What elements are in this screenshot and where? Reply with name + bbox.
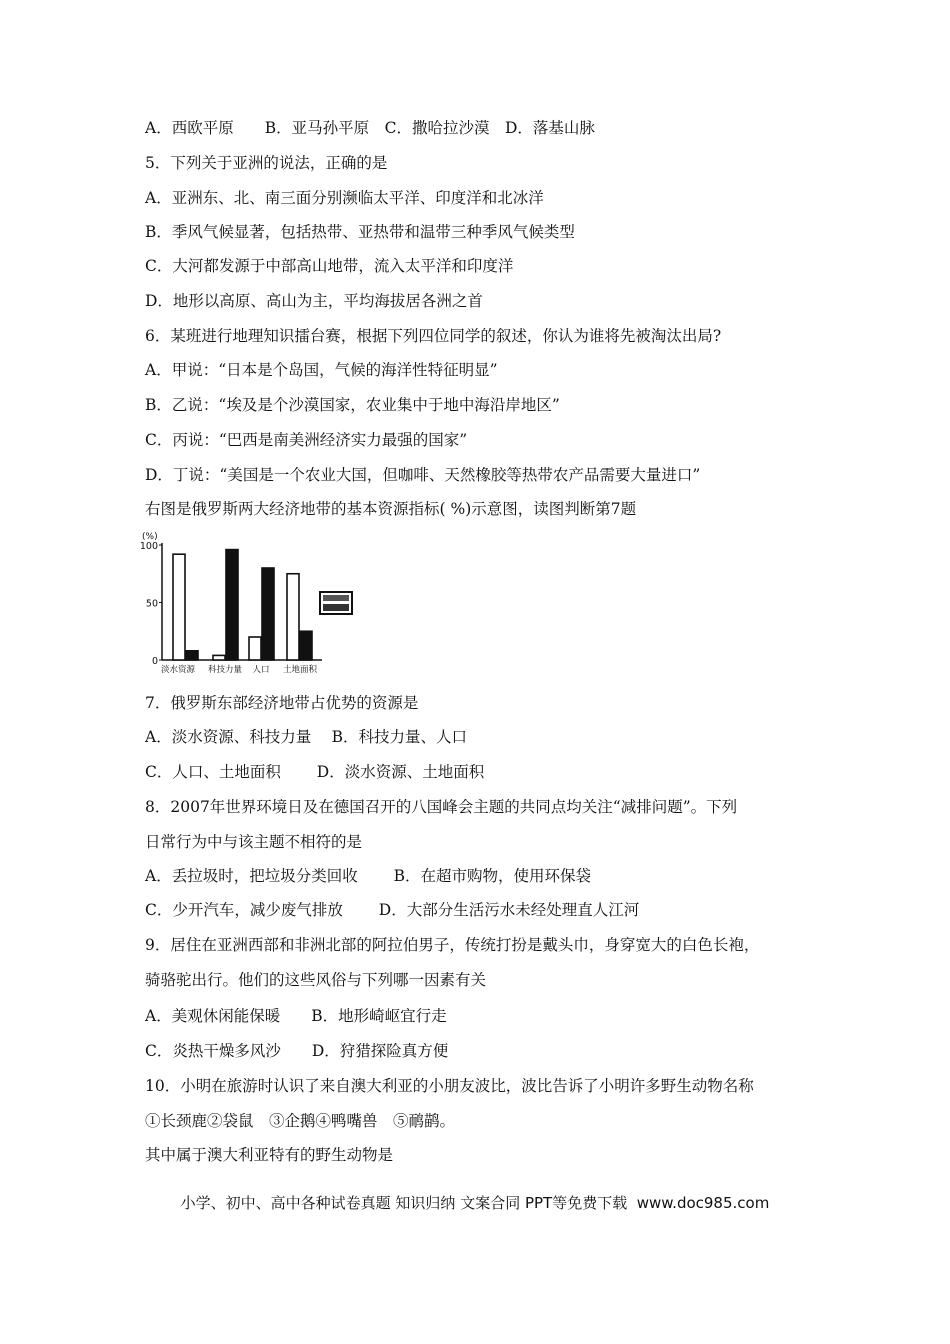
legend-swatch: [323, 595, 349, 601]
bar: [287, 574, 299, 660]
y-tick-label: 100: [140, 541, 158, 552]
text-line: A．甲说：“日本是个岛国，气候的海洋性特征明显”: [145, 361, 498, 379]
text-line: B．季风气候显著，包括热带、亚热带和温带三种季风气候类型: [145, 223, 575, 241]
text-line: A．淡水资源、科技力量 B．科技力量、人口: [145, 728, 468, 746]
text-line: A．亚洲东、北、南三面分别濒临太平洋、印度洋和北冰洋: [145, 189, 544, 207]
bar: [249, 637, 261, 660]
bar-chart-svg: [140, 530, 380, 680]
bar: [173, 554, 185, 660]
x-tick-label: 淡水资源: [160, 665, 196, 675]
text-line: 9．居住在亚洲西部和非洲北部的阿拉伯男子，传统打扮是戴头巾，身穿宽大的白色长袍，: [145, 936, 760, 954]
text-line: 其中属于澳大利亚特有的野生动物是: [145, 1146, 394, 1164]
text-line: 5．下列关于亚洲的说法，正确的是: [145, 154, 388, 172]
y-tick-label: 0: [151, 656, 158, 667]
text-line: D．地形以高原、高山为主，平均海拔居各洲之首: [145, 292, 483, 310]
text-line: 7．俄罗斯东部经济地带占优势的资源是: [145, 694, 419, 712]
x-tick-label: 科技力量: [207, 665, 243, 675]
text-line: C．炎热干燥多风沙 D．狩猎探险真方便: [145, 1042, 449, 1060]
footer-text: 小学、初中、高中各种试卷真题 知识归纳 文案合同 PPT等免费下载 www.doc985.com: [180, 1194, 770, 1212]
legend-swatch: [323, 604, 349, 611]
x-tick-label: 土地面积: [282, 665, 318, 675]
text-line: D．丁说：“美国是一个农业大国，但咖啡、天然橡胶等热带农产品需要大量进口”: [145, 466, 701, 484]
text-line: B．乙说：“埃及是个沙漠国家，农业集中于地中海沿岸地区”: [145, 396, 560, 414]
text-line: C．大河都发源于中部高山地带，流入太平洋和印度洋: [145, 257, 514, 275]
text-line: 8．2007年世界环境日及在德国召开的八国峰会主题的共同点均关注“减排问题”。下列: [145, 798, 738, 816]
text-line: A．美观休闲能保暖 B．地形崎岖宜行走: [145, 1007, 447, 1025]
y-tick-label: 50: [145, 598, 158, 610]
text-line: C．人口、土地面积 D．淡水资源、土地面积: [145, 763, 485, 781]
text-line: 日常行为中与该主题不相符的是: [145, 833, 363, 851]
text-line: A．丢拉圾时，把垃圾分类回收 B．在超市购物，使用环保袋: [145, 867, 592, 885]
text-line: C．丙说：“巴西是南美洲经济实力最强的国家”: [145, 431, 468, 449]
text-line: 右图是俄罗斯两大经济地带的基本资源指标( %)示意图，读图判断第7题: [145, 500, 637, 518]
text-line: 10．小明在旅游时认识了来自澳大利亚的小朋友波比，波比告诉了小明许多野生动物名称: [145, 1077, 754, 1095]
y-axis-label: (%): [142, 532, 158, 542]
x-tick-label: 人口: [252, 665, 270, 675]
text-line: C．少开汽车，减少废气排放 D．大部分生活污水未经处理直人江河: [145, 901, 640, 919]
text-line: ①长颈鹿②袋鼠 ③企鹅④鸭嘴兽 ⑤鸸鹋。: [145, 1112, 456, 1130]
bar: [226, 550, 238, 660]
text-line: 骑骆驼出行。他们的这些风俗与下列哪一因素有关: [145, 971, 487, 989]
text-line: 6．某班进行地理知识擂台赛，根据下列四位同学的叙述，你认为谁将先被淘汰出局?: [145, 327, 722, 345]
bar: [300, 631, 312, 660]
resource-chart: [140, 530, 380, 680]
text-line: A．西欧平原 B．亚马孙平原 C．撒哈拉沙漠 D．落基山脉: [145, 119, 595, 137]
bar: [262, 568, 274, 660]
bar: [213, 655, 225, 660]
bar: [186, 651, 198, 660]
